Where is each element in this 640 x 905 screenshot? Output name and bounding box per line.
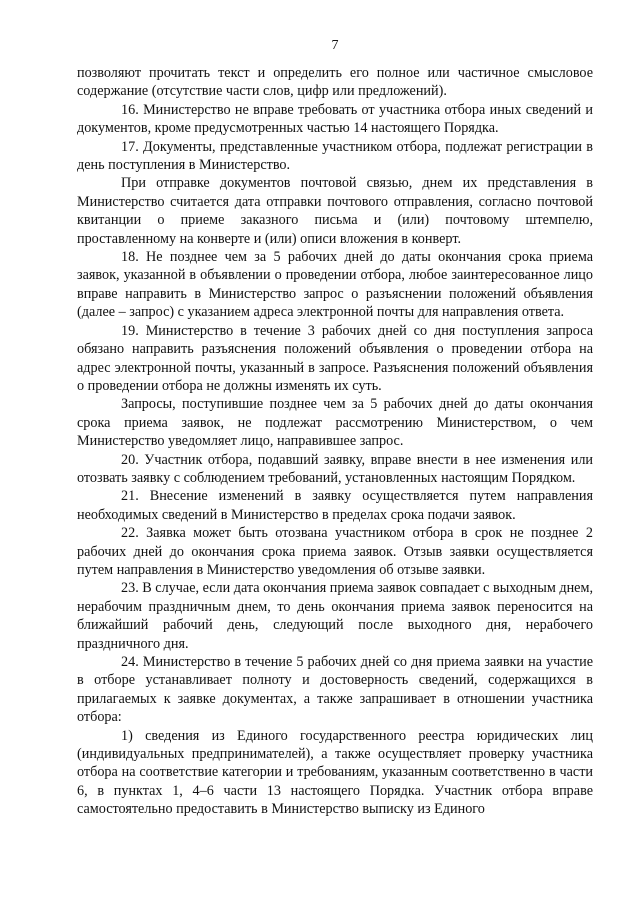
paragraph-17-postal: При отправке документов почтовой связью, днем их представления в Министерство считается дата отправки почтового отправления, согласно почтовой квитанции о приеме заказного письма и (или) почтовому штемпелю, проставленному на конверте и (или) описи вложения в конверт. — [77, 175, 593, 247]
page-number: 7 — [331, 38, 339, 53]
paragraph-16: 16. Министерство не вправе требовать от участника отбора иных сведений и документов, кроме предусмотренных частью 14 настоящего Порядка. — [77, 101, 593, 137]
paragraph-24: 24. Министерство в течение 5 рабочих дней со дня приема заявки на участие в отборе устанавливает полноту и достоверность сведений, содержащихся в прилагаемых к заявке документах, а также запрашивает в отношении участника отбора: — [77, 654, 593, 726]
paragraph-21: 21. Внесение изменений в заявку осуществляется путем направления необходимых сведений в Министерство в пределах срока подачи заявок. — [77, 488, 593, 523]
paragraph-20: 20. Участник отбора, подавший заявку, вправе внести в нее изменения или отозвать заявку с соблюдением требований, установленных настоящим Порядком. — [77, 451, 593, 486]
paragraph-23: 23. В случае, если дата окончания приема заявок совпадает с выходным днем, нерабочим праздничным днем, то день окончания приема заявок переносится на ближайший рабочий день, следующий после выходного дня, нерабочего праздничного дня. — [77, 580, 593, 652]
paragraph-18: 18. Не позднее чем за 5 рабочих дней до даты окончания срока приема заявок, указанной в объявлении о проведении отбора, любое заинтересованное лицо вправе направить в Министерство запрос о разъяснении положений объявления (далее – запрос) с указанием адреса электронной почты для направления ответа. — [77, 249, 593, 321]
paragraph-continuation: позволяют прочитать текст и определить его полное или частичное смысловое содержание (отсутствие части слов, цифр или предложений). — [77, 65, 593, 100]
paragraph-19: 19. Министерство в течение 3 рабочих дней со дня поступления запроса обязано направить разъяснения положений объявления о проведении отбора на адрес электронной почты, указанный в запросе. Разъяснения положений объявления о проведении отбора не должны изменять их суть. — [77, 322, 593, 394]
paragraph-19-late-requests: Запросы, поступившие позднее чем за 5 рабочих дней до даты окончания срока приема заявок, не подлежат рассмотрению Министерством, о чем Министерство уведомляет лицо, направившее запрос. — [77, 396, 593, 450]
paragraph-17: 17. Документы, представленные участником отбора, подлежат регистрации в день поступления в Министерство. — [77, 138, 593, 174]
paragraph-24-item-1: 1) сведения из Единого государственного реестра юридических лиц (индивидуальных предпринимателей), а также осуществляет проверку участника отбора на соответствие категории и требованиям, указанным соответственно в части 6, в пунктах 1, 4–6 части 13 настоящего Порядка. Участник отбора вправе самостоятельно предоставить в Министерство выписку из Единого — [77, 727, 593, 818]
paragraph-22: 22. Заявка может быть отозвана участником отбора в срок не позднее 2 рабочих дней до окончания срока приема заявок. Отзыв заявки осуществляется путем направления в Министерство уведомления об отзыве заявки. — [77, 525, 593, 578]
document-body — [77, 64, 593, 819]
